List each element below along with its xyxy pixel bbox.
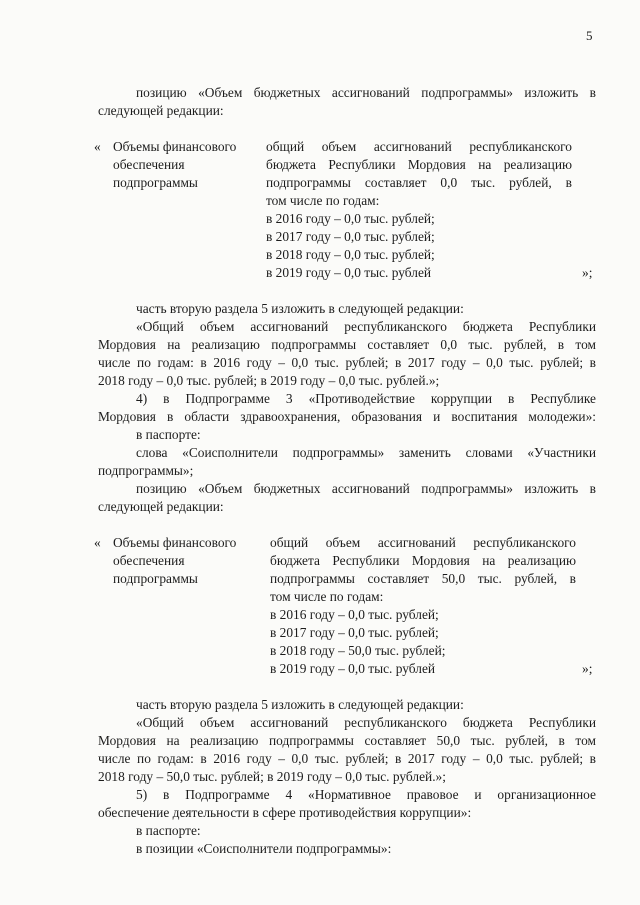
close-quote: »; <box>582 661 593 676</box>
table-right-cell: в 2017 году – 0,0 тыс. рублей; <box>266 229 435 244</box>
table-right-cell: том числе по годам: <box>270 589 384 604</box>
table-left-cell: подпрограммы <box>113 175 198 190</box>
open-quote: « <box>94 535 101 550</box>
table-right-cell: в 2018 году – 0,0 тыс. рублей; <box>266 247 435 262</box>
paragraph-part2-intro: часть вторую раздела 5 изложить в следующей редакции: <box>136 301 464 316</box>
table-left-cell: подпрограммы <box>113 571 198 586</box>
paragraph-line: числе по годам: в 2016 году – 0,0 тыс. рублей; в 2017 году – 0,0 тыс. рублей; в <box>98 751 596 766</box>
paragraph-line: 2018 году – 0,0 тыс. рублей; в 2019 году – 0,0 тыс. рублей.»; <box>98 373 440 388</box>
paragraph-line: Мордовия на реализацию подпрограммы составляет 0,0 тыс. рублей, в том <box>98 337 596 352</box>
table-right-cell: в 2016 году – 0,0 тыс. рублей; <box>266 211 435 226</box>
table-left-cell: Объемы финансового <box>113 535 237 550</box>
replace-line: подпрограммы»; <box>98 463 194 478</box>
paragraph-line: Мордовия на реализацию подпрограммы составляет 50,0 тыс. рублей, в том <box>98 733 596 748</box>
table-left-cell: обеспечения <box>113 553 185 568</box>
item-4-line: Мордовия в области здравоохранения, образования и воспитания молодежи»: <box>98 409 596 424</box>
table-right-cell: общий объем ассигнований республиканского <box>270 535 576 550</box>
table-right-cell: том числе по годам: <box>266 193 380 208</box>
table-right-cell: бюджета Республики Мордовия на реализацию <box>266 157 572 172</box>
table-right-cell: в 2019 году – 0,0 тыс. рублей <box>266 265 432 280</box>
passport-label: в паспорте: <box>136 823 201 838</box>
passport-label: в паспорте: <box>136 427 201 442</box>
close-quote: »; <box>582 265 593 280</box>
table-right-cell: в 2019 году – 0,0 тыс. рублей <box>270 661 436 676</box>
table-right-cell: в 2018 году – 50,0 тыс. рублей; <box>270 643 446 658</box>
table-right-cell: в 2017 году – 0,0 тыс. рублей; <box>270 625 439 640</box>
table-right-cell: подпрограммы составляет 50,0 тыс. рублей, в <box>270 571 576 586</box>
paragraph-position-line: позицию «Объем бюджетных ассигнований подпрограммы» изложить в <box>136 481 596 496</box>
paragraph-part2-intro: часть вторую раздела 5 изложить в следующей редакции: <box>136 697 464 712</box>
table-right-cell: подпрограммы составляет 0,0 тыс. рублей, в <box>266 175 572 190</box>
table-right-cell: в 2016 году – 0,0 тыс. рублей; <box>270 607 439 622</box>
paragraph-position-line: следующей редакции: <box>98 103 224 118</box>
open-quote: « <box>94 139 101 154</box>
paragraph-line: «Общий объем ассигнований республиканского бюджета Республики <box>136 715 596 730</box>
paragraph-line: числе по годам: в 2016 году – 0,0 тыс. рублей; в 2017 году – 0,0 тыс. рублей; в <box>98 355 596 370</box>
paragraph-line: «Общий объем ассигнований республиканского бюджета Республики <box>136 319 596 334</box>
paragraph-position-line: позицию «Объем бюджетных ассигнований подпрограммы» изложить в <box>136 85 596 100</box>
paragraph-position-line: следующей редакции: <box>98 499 224 514</box>
table-right-cell: общий объем ассигнований республиканского <box>266 139 572 154</box>
item-5-line: 5) в Подпрограмме 4 «Нормативное правовое и организационное <box>136 787 596 802</box>
paragraph-line: 2018 году – 50,0 тыс. рублей; в 2019 году – 0,0 тыс. рублей.»; <box>98 769 446 784</box>
replace-line: слова «Соисполнители подпрограммы» заменить словами «Участники <box>136 445 596 460</box>
page-number: 5 <box>586 28 593 43</box>
table-left-cell: обеспечения <box>113 157 185 172</box>
position-line: в позиции «Соисполнители подпрограммы»: <box>136 841 392 856</box>
item-4-line: 4) в Подпрограмме 3 «Противодействие коррупции в Республике <box>136 391 596 406</box>
table-left-cell: Объемы финансового <box>113 139 237 154</box>
item-5-line: обеспечение деятельности в сфере противодействия коррупции»: <box>98 805 472 820</box>
table-right-cell: бюджета Республики Мордовия на реализацию <box>270 553 576 568</box>
